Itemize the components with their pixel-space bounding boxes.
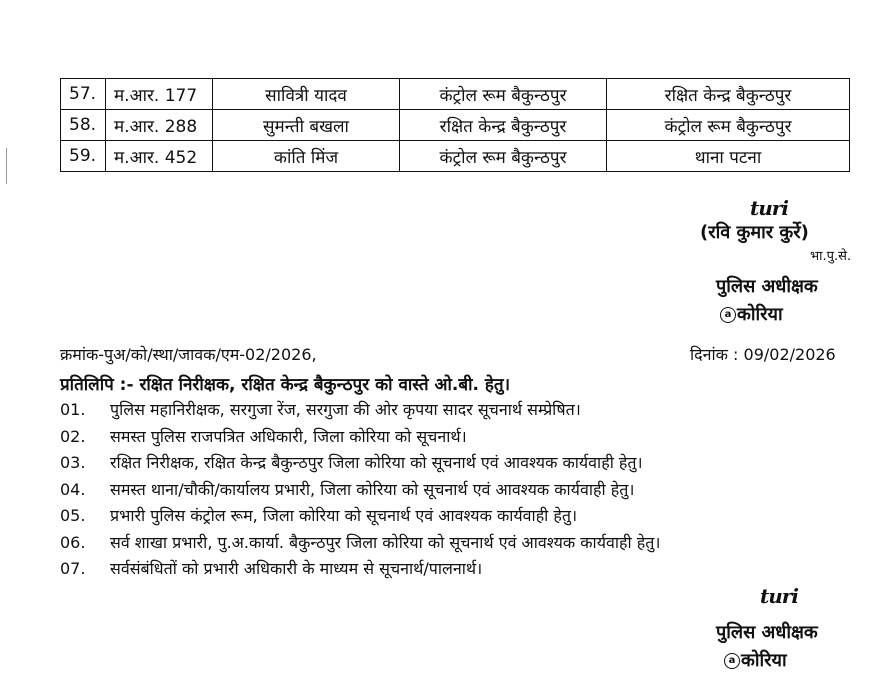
serial-cell: 59. bbox=[61, 141, 106, 172]
list-number: 06. bbox=[60, 532, 86, 552]
list-text: सर्व शाखा प्रभारी, पु.अ.कार्या. बैकुन्ठपुर जिला कोरिया को सूचनार्थ एवं आवश्यक कार्यवाही हेतु। bbox=[110, 532, 661, 552]
copy-distribution-list bbox=[60, 398, 860, 584]
circled-a-icon: a bbox=[724, 653, 740, 669]
document-date: दिनांक : 09/02/2026 bbox=[690, 345, 836, 364]
list-number: 03. bbox=[60, 453, 86, 472]
signature-block-top bbox=[700, 196, 870, 326]
officer-designation: पुलिस अधीक्षक bbox=[716, 276, 818, 297]
from-posting-cell: कंट्रोल रूम बैकुन्ठपुर bbox=[400, 79, 607, 110]
signature-mark: turi bbox=[760, 584, 798, 608]
list-text: प्रभारी पुलिस कंट्रोल रूम, जिला कोरिया को सूचनार्थ एवं आवश्यक कार्यवाही हेतु। bbox=[110, 506, 578, 525]
list-item bbox=[60, 504, 860, 531]
name-cell: सुमन्ती बखला bbox=[213, 110, 400, 141]
list-item bbox=[60, 478, 860, 505]
serial-cell: 58. bbox=[61, 110, 106, 141]
signature-mark: turi bbox=[750, 196, 788, 220]
list-text: समस्त पुलिस राजपत्रित अधिकारी, जिला कोरिया को सूचनार्थ। bbox=[110, 426, 467, 446]
list-text: सर्वसंबंधितों को प्रभारी अधिकारी के माध्यम से सूचनार्थ/पालनार्थ। bbox=[110, 559, 483, 578]
name-cell: सावित्री यादव bbox=[213, 79, 400, 110]
to-posting-cell: कंट्रोल रूम बैकुन्ठपुर bbox=[607, 110, 850, 141]
circled-a-icon: a bbox=[720, 307, 736, 323]
list-item bbox=[60, 398, 860, 425]
from-posting-cell: कंट्रोल रूम बैकुन्ठपुर bbox=[400, 141, 607, 172]
reference-number: क्रमांक-पुअ/को/स्था/जावक/एम-02/2026, bbox=[60, 345, 317, 364]
transfer-table bbox=[60, 78, 850, 172]
badge-number-cell: म.आर. 452 bbox=[106, 141, 213, 172]
officer-service: भा.पु.से. bbox=[810, 249, 852, 264]
list-number: 07. bbox=[60, 559, 86, 578]
table-row bbox=[61, 141, 850, 172]
name-cell: कांति मिंज bbox=[213, 141, 400, 172]
list-item bbox=[60, 425, 860, 452]
from-posting-cell: रक्षित केन्द्र बैकुन्ठपुर bbox=[400, 110, 607, 141]
district-label: कोरिया bbox=[737, 304, 783, 325]
officer-district bbox=[720, 302, 870, 326]
list-item bbox=[60, 557, 860, 584]
badge-number-cell: म.आर. 288 bbox=[106, 110, 213, 141]
list-number: 04. bbox=[60, 479, 86, 499]
officer-district bbox=[724, 648, 870, 672]
list-number: 05. bbox=[60, 506, 86, 525]
district-label: कोरिया bbox=[741, 650, 787, 671]
to-posting-cell: रक्षित केन्द्र बैकुन्ठपुर bbox=[607, 79, 850, 110]
badge-number-cell: म.आर. 177 bbox=[106, 79, 213, 110]
list-item bbox=[60, 451, 860, 478]
list-text: रक्षित निरीक्षक, रक्षित केन्द्र बैकुन्ठपुर जिला कोरिया को सूचनार्थ एवं आवश्यक कार्यवाही हेतु। bbox=[110, 453, 643, 472]
copy-to-heading: प्रतिलिपि :- रक्षित निरीक्षक, रक्षित केन्द्र बैकुन्ठपुर को वास्ते ओ.बी. हेतु। bbox=[60, 375, 511, 395]
serial-cell: 57. bbox=[61, 79, 106, 110]
signature-block-bottom bbox=[700, 584, 870, 672]
scan-edge-mark bbox=[6, 148, 7, 184]
officer-designation: पुलिस अधीक्षक bbox=[716, 622, 818, 643]
table-row bbox=[61, 110, 850, 141]
to-posting-cell: थाना पटना bbox=[607, 141, 850, 172]
list-text: समस्त थाना/चौकी/कार्यालय प्रभारी, जिला कोरिया को सूचनार्थ एवं आवश्यक कार्यवाही हेतु। bbox=[110, 479, 635, 499]
officer-name: (रवि कुमार कुर्रे) bbox=[700, 222, 809, 243]
list-text: पुलिस महानिरीक्षक, सरगुजा रेंज, सरगुजा की ओर कृपया सादर सूचनार्थ सम्प्रेषित। bbox=[110, 400, 581, 419]
list-number: 01. bbox=[60, 400, 86, 419]
list-number: 02. bbox=[60, 426, 86, 446]
table-row bbox=[61, 79, 850, 110]
list-item bbox=[60, 531, 860, 558]
